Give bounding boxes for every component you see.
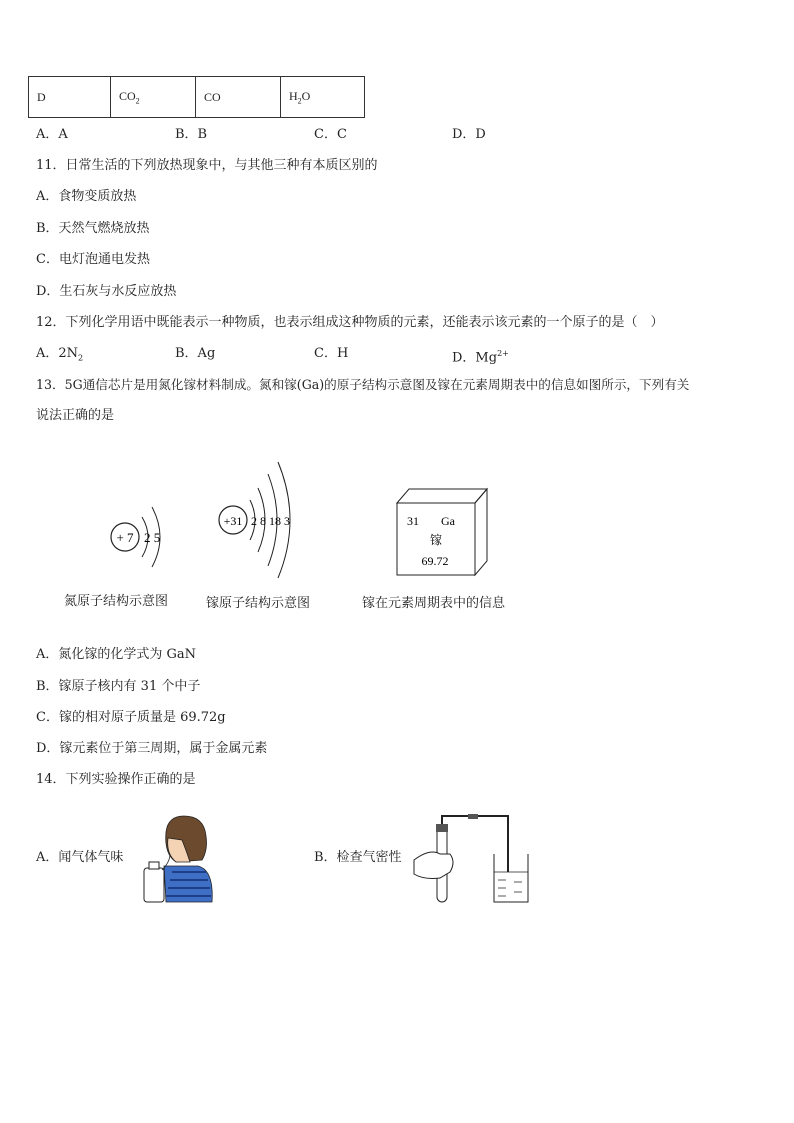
q13-option-c: C．镓的相对原子质量是 69.72g [36, 710, 226, 725]
q13-option-b: B．镓原子核内有 31 个中子 [36, 679, 201, 694]
q13-stem-line1: 13．5G通信芯片是用氮化镓材料制成。氮和镓(Ga)的原子结构示意图及镓在元素周期表中的信息如图所示，下列有关 [36, 377, 690, 392]
q11-stem: 11．日常生活的下列放热现象中，与其他三种有本质区别的 [36, 158, 378, 173]
q12-stem: 12．下列化学用语中既能表示一种物质，也表示组成这种物质的元素，还能表示该元素的一个原子的是（ ） [36, 315, 664, 330]
table-cell-option: D [29, 77, 111, 118]
atomic-number: 31 [407, 514, 419, 528]
q10-option-a: A．A [36, 127, 68, 142]
answer-table [28, 76, 365, 118]
q11-option-b: B．天然气燃烧放热 [36, 221, 150, 236]
q11-option-d: D．生石灰与水反应放热 [36, 284, 177, 299]
q10-option-b: B．B [175, 127, 208, 142]
nitrogen-nucleus: + 7 [116, 530, 134, 545]
table-row [29, 77, 365, 118]
q14-option-a: A．闻气体气味 [36, 850, 124, 865]
element-info-box [395, 487, 491, 577]
atomic-mass: 69.72 [421, 554, 449, 568]
q12-option-a: A．$2N_2$ [36, 346, 84, 363]
gallium-caption: 镓原子结构示意图 [206, 596, 311, 611]
q14-option-b: B．检查气密性 [314, 850, 402, 865]
element-box-caption: 镓在元素周期表中的信息 [362, 596, 506, 611]
q10-option-c: C．C [314, 127, 347, 142]
nitrogen-atom-diagram [100, 495, 180, 585]
q10-option-d: D．D [452, 127, 486, 142]
smell-gas-illustration [136, 810, 216, 904]
q12-option-b: B．Ag [175, 346, 216, 361]
box-side-face [475, 489, 487, 575]
gallium-atom-diagram [210, 458, 310, 588]
airtightness-check-illustration [410, 812, 534, 906]
gallium-nucleus: +31 [223, 514, 243, 528]
table-cell-formula: $H_2O$ [281, 77, 365, 118]
q13-stem-line2: 说法正确的是 [36, 408, 115, 423]
gallium-electrons: 2 8 18 3 [251, 514, 290, 528]
q13-option-d: D．镓元素位于第三周期，属于金属元素 [36, 741, 268, 756]
q14-stem: 14．下列实验操作正确的是 [36, 772, 196, 787]
q11-option-c: C．电灯泡通电发热 [36, 252, 150, 267]
box-top-face [397, 489, 487, 503]
table-cell-formula: CO [196, 77, 281, 118]
q12-option-d: D．$Mg^{2+}$ [452, 349, 509, 366]
table-cell-formula: $CO_2$ [111, 77, 196, 118]
q11-option-a: A．食物变质放热 [36, 189, 137, 204]
nitrogen-electrons: 2 5 [144, 530, 161, 545]
q13-option-a: A．氮化镓的化学式为 GaN [36, 647, 197, 662]
element-name: 镓 [429, 533, 443, 547]
q12-option-c: C．H [314, 346, 349, 361]
element-symbol: Ga [441, 514, 455, 528]
nitrogen-caption: 氮原子结构示意图 [64, 594, 169, 609]
